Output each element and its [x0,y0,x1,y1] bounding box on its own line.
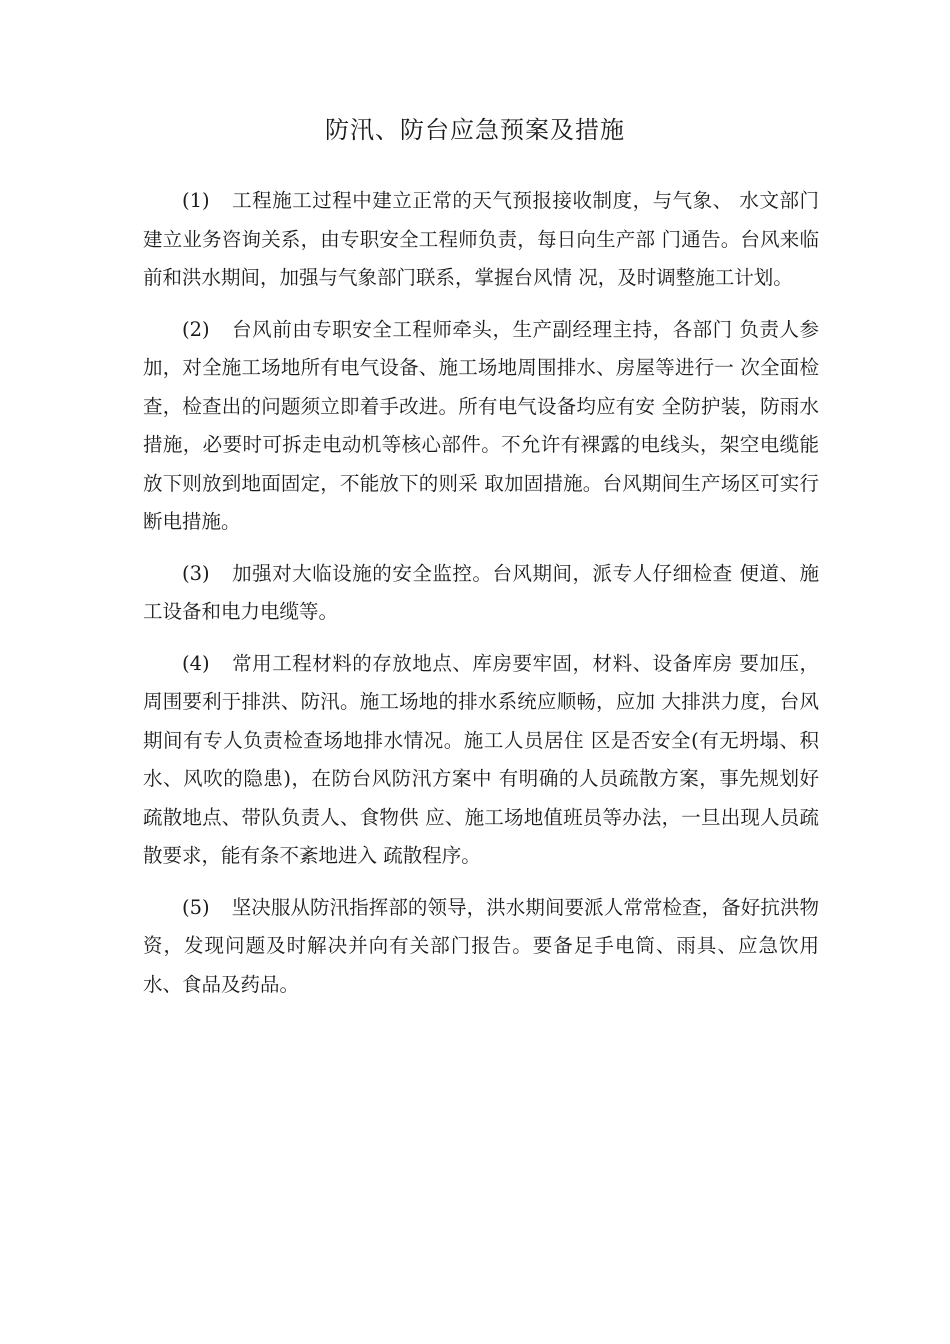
paragraph-1 [143,182,819,298]
paragraph-3 [143,555,819,632]
paragraph-number: (3) [182,561,210,585]
paragraph-4 [143,645,819,876]
paragraph-text: 工程施工过程中建立正常的天气预报接收制度，与气象、 水文部门建立业务咨询关系，由专职安全工程师负责，每日向生产部 门通告。台风来临前和洪水期间，加强与气象部门联系，掌握台风情 况，及时调整施工计划。 [143,189,819,289]
document-body [143,182,819,1017]
paragraph-text: 台风前由专职安全工程师牵头，生产副经理主持，各部门 负责人参加，对全施工场地所有电气设备、施工场地周围排水、房屋等进行一 次全面检查，检查出的问题须立即着手改进。所有电气设备均应有安 全防护装，防雨水措施，必要时可拆走电动机等核心部件。不允许有裸露的电线头，架空电缆能放下则放到地面固定，不能放下的则采 取加固措施。台风期间生产场区可实行断电措施。 [143,317,819,533]
paragraph-text: 坚决服从防汛指挥部的领导，洪水期间要派人常常检查，备好抗洪物资，发现问题及时解决并向有关部门报告。要备足手电筒、雨具、应急饮用水、食品及药品。 [143,895,819,996]
paragraph-text: 常用工程材料的存放地点、库房要牢固，材料、设备库房 要加压，周围要利于排洪、防汛。施工场地的排水系统应顺畅，应加 大排洪力度，台风期间有专人负责检查场地排水情况。施工人员居住 区是否安全(有无坍塌、积水、风吹的隐患)，在防台风防汛方案中 有明确的人员疏散方案，事先规划好疏散地点、带队负责人、食物供 应、施工场地值班员等办法，一旦出现人员疏散要求，能有条不紊地进入 疏散程序。 [143,651,819,867]
paragraph-number: (5) [182,895,210,919]
paragraph-number: (4) [182,651,210,675]
paragraph-number: (2) [182,317,210,341]
paragraph-5 [143,889,819,1005]
document-title: 防汛、防台应急预案及措施 [325,116,625,144]
paragraph-2 [143,311,819,542]
paragraph-text: 加强对大临设施的安全监控。台风期间，派专人仔细检查 便道、施工设备和电力电缆等。 [143,561,819,623]
paragraph-number: (1) [182,189,210,212]
